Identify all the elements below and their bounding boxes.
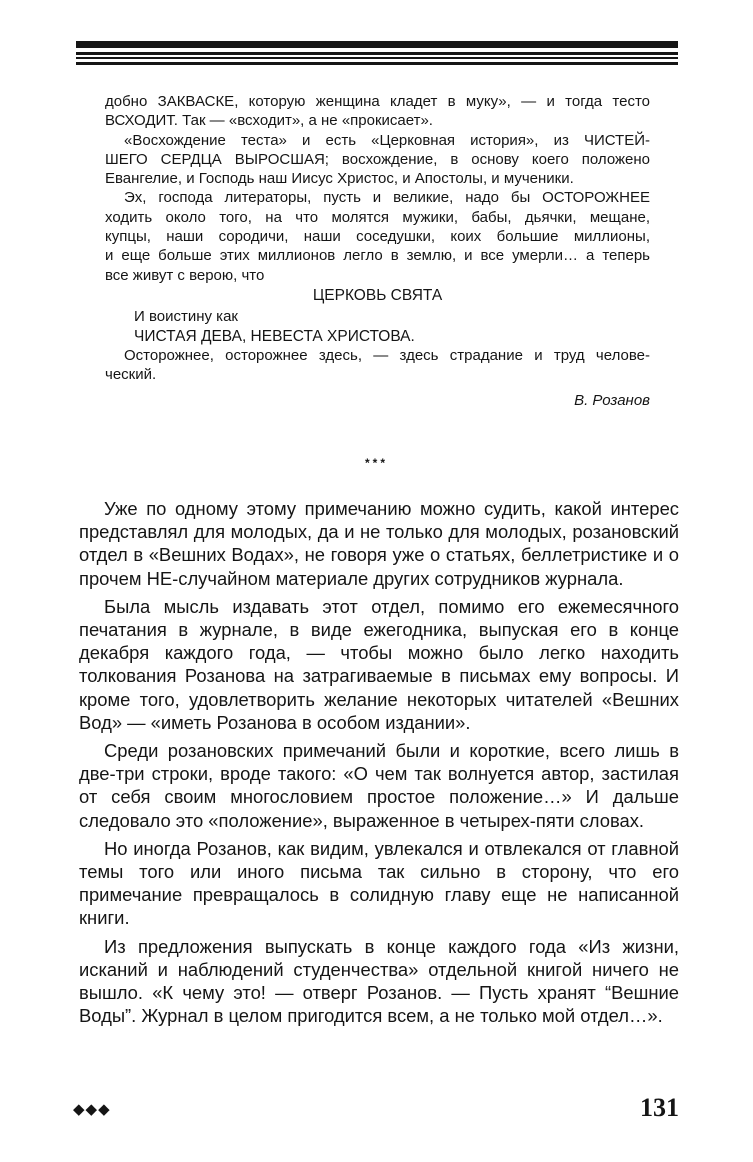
note-line: Осторожнее, осторожнее здесь, — здесь страдание и труд челове- — [124, 346, 650, 364]
body-paragraph: Была мысль издавать этот отдел, помимо его ежемесячного печатания в журнале, в виде ежегодника, выпуская его в конце декабря каждого года, — чтобы можно было легко находить толкования Розанова на затрагиваемые в письмах ему вопросы. И кроме того, удовлетворить желание некоторых читателей «Вешних Вод» — «иметь Розанова в особом издании». — [79, 595, 679, 733]
body-paragraph: Но иногда Розанов, как видим, увлекался и отвлекался от главной темы того или иного письма так сильно в сторону, что его примечание превращалось в солидную главу еще не написанной книги. — [79, 837, 679, 929]
body-paragraph: Уже по одному этому примечанию можно судить, какой интерес представлял для молодых, да и не только для молодых, розановский отдел в «Вешних Водах», не говоря уже о статьях, беллетристике и о прочем НЕ-случайном материале других сотрудников журнала. — [79, 498, 679, 589]
note-signature: В. Розанов — [574, 392, 650, 410]
header-rule-bar — [76, 52, 678, 55]
note-line: ВСХОДИТ. Так — «всходит», а не «прокисает». — [105, 112, 433, 130]
note-line: «Восхождение теста» и есть «Церковная история», из ЧИСТЕЙ- — [124, 131, 650, 149]
page-number: 131 — [640, 1093, 679, 1122]
header-rule-bar — [76, 41, 678, 48]
body-paragraph: Среди розановских примечаний были и короткие, всего лишь в две-три строки, вроде такого: «О чем так волнуется автор, застилая от себя своим многословием простое положение…» И дальше следовало это «положение», выраженное в четырех-пяти словах. — [79, 740, 679, 831]
note-line: все живут с верою, что — [105, 266, 265, 284]
body-paragraph: Из предложения выпускать в конце каждого года «Из жизни, исканий и наблюдений студенчества» отдельной книгой ничего не вышло. «К чему это! — отверг Розанов. — Пусть хранят “Вешние Воды”. Журнал в целом пригодится всем, а не только мой отдел…». — [79, 935, 679, 1027]
note-line: добно ЗАКВАСКЕ, которую женщина кладет в муку», — и тогда тесто — [105, 93, 650, 110]
footer-diamond-icon: ◆◆◆ — [73, 1100, 111, 1118]
note-line: Евангелие, и Господь наш Иисус Христос, и Апостолы, и мученики. — [105, 170, 574, 188]
note-line: ходить около того, на что молятся мужики, бабы, дьячки, мещане, — [105, 208, 650, 226]
header-rule-bar — [76, 57, 678, 59]
header-rule-bar — [76, 62, 678, 65]
note-line: Эх, господа литераторы, пусть и великие, надо бы ОСТОРОЖНЕЕ — [124, 189, 650, 207]
note-line: купцы, наши сородичи, наши соседушки, коих большие миллионы, — [105, 228, 650, 246]
main-text — [79, 497, 679, 1032]
rozanov-note — [105, 92, 650, 411]
note-indent-line: ЧИСТАЯ ДЕВА, НЕВЕСТА ХРИСТОВА. — [134, 327, 415, 345]
note-line: и еще больше этих миллионов легло в землю, и все умерли… а теперь — [105, 247, 650, 265]
note-indent-line: И воистину как — [134, 308, 238, 326]
section-separator: *** — [364, 456, 388, 470]
note-line: ШЕГО СЕРДЦА ВЫРОСШАЯ; восхождение, в основу коего положено — [105, 150, 650, 168]
header-rule — [76, 38, 678, 70]
note-line: ческий. — [105, 366, 157, 384]
note-center-line: ЦЕРКОВЬ СВЯТА — [312, 286, 443, 304]
